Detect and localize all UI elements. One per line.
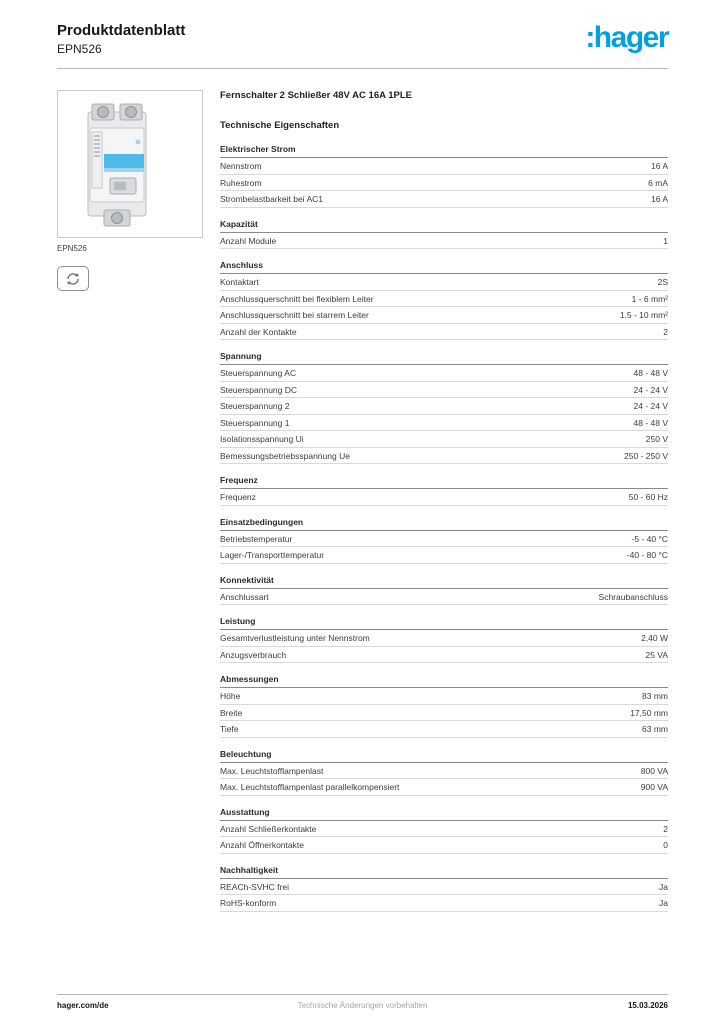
section-heading: Einsatzbedingungen xyxy=(220,517,668,531)
spec-row xyxy=(220,365,668,382)
section-heading: Frequenz xyxy=(220,475,668,489)
row-label: Steuerspannung AC xyxy=(220,368,297,378)
spec-row xyxy=(220,879,668,896)
spec-row xyxy=(220,489,668,506)
row-label: Bemessungsbetriebsspannung Ue xyxy=(220,450,350,461)
row-label: Anschlussart xyxy=(220,591,269,602)
product-code: EPN526 xyxy=(57,42,102,56)
row-value: -40 - 80 °C xyxy=(626,550,668,560)
row-value: 2S xyxy=(657,277,668,287)
row-label: Anzahl der Kontakte xyxy=(220,326,297,337)
row-label: Max. Leuchtstofflampenlast xyxy=(220,765,324,776)
spec-section xyxy=(220,144,668,208)
section-rows xyxy=(220,158,668,208)
section-heading: Konnektivität xyxy=(220,575,668,589)
spec-row xyxy=(220,821,668,838)
spec-row xyxy=(220,837,668,854)
section-heading: Spannung xyxy=(220,351,668,365)
spec-row xyxy=(220,307,668,324)
row-value: 50 - 60 Hz xyxy=(628,492,668,502)
row-label: Strombelastbarkeit bei AC1 xyxy=(220,194,323,204)
row-label: Kontaktart xyxy=(220,277,259,287)
spec-row xyxy=(220,382,668,399)
row-label: Anschlussquerschnitt bei flexiblem Leiter xyxy=(220,293,374,304)
main-content xyxy=(57,90,668,923)
section-rows xyxy=(220,763,668,796)
spec-row xyxy=(220,291,668,308)
row-value: -5 - 40 °C xyxy=(631,533,668,544)
footer-date: 15.03.2026 xyxy=(627,1001,668,1010)
spec-section xyxy=(220,674,668,738)
row-value: 1 xyxy=(663,235,668,246)
row-label: REACh-SVHC frei xyxy=(220,881,289,892)
spec-row xyxy=(220,398,668,415)
row-label: Betriebstemperatur xyxy=(220,533,293,544)
row-label: Nennstrom xyxy=(220,161,262,171)
section-rows xyxy=(220,879,668,912)
spec-row xyxy=(220,630,668,647)
spec-row xyxy=(220,647,668,664)
spec-section xyxy=(220,219,668,250)
row-value: 24 - 24 V xyxy=(633,401,668,411)
spec-row xyxy=(220,415,668,432)
section-rows xyxy=(220,233,668,250)
row-label: Anzugsverbrauch xyxy=(220,649,287,660)
section-heading: Elektrischer Strom xyxy=(220,144,668,158)
spec-row xyxy=(220,589,668,606)
spec-section xyxy=(220,749,668,796)
product-title: Fernschalter 2 Schließer 48V AC 16A 1PLE xyxy=(220,90,413,101)
row-value: 83 mm xyxy=(642,691,668,701)
section-rows xyxy=(220,821,668,854)
recycling-arrows-icon xyxy=(64,272,82,286)
row-label: Tiefe xyxy=(220,724,239,734)
spec-section xyxy=(220,616,668,663)
row-label: Gesamtverlustleistung unter Nennstrom xyxy=(220,633,370,643)
row-value: 24 - 24 V xyxy=(633,384,668,395)
section-heading: Ausstattung xyxy=(220,807,668,821)
row-value: 48 - 48 V xyxy=(633,417,668,428)
spec-row xyxy=(220,274,668,291)
document-title: Produktdatenblatt xyxy=(57,22,186,39)
header-titles xyxy=(57,22,185,56)
hager-logo: :hager xyxy=(585,21,668,54)
spec-row xyxy=(220,721,668,738)
spec-section xyxy=(220,517,668,564)
header xyxy=(57,22,668,69)
spec-row xyxy=(220,324,668,341)
tech-properties-heading: Technische Eigenschaften xyxy=(220,120,340,131)
spec-section xyxy=(220,351,668,464)
row-value: 1.5 - 10 mm² xyxy=(619,310,668,320)
row-value: Schraubanschluss xyxy=(598,591,668,602)
spec-row xyxy=(220,191,668,208)
product-image-caption: EPN526 xyxy=(57,244,87,253)
section-rows xyxy=(220,365,668,464)
row-value: 900 VA xyxy=(640,782,668,792)
section-rows xyxy=(220,630,668,663)
row-label: Ruhestrom xyxy=(220,177,262,188)
right-column xyxy=(220,90,668,923)
row-value: 25 VA xyxy=(645,649,668,660)
section-heading: Beleuchtung xyxy=(220,749,668,763)
product-image xyxy=(70,98,190,230)
row-value: 0 xyxy=(663,840,668,850)
row-value: 16 A xyxy=(650,194,668,204)
row-label: Lager-/Transporttemperatur xyxy=(220,550,325,560)
spec-section xyxy=(220,260,668,340)
row-value: 2 xyxy=(663,823,668,834)
row-value: 1 - 6 mm² xyxy=(631,293,668,304)
row-value: 16 A xyxy=(650,161,668,171)
row-label: Anzahl Module xyxy=(220,235,277,246)
row-value: 17,50 mm xyxy=(630,707,668,718)
spec-row xyxy=(220,448,668,465)
row-label: Anschlussquerschnitt bei starrem Leiter xyxy=(220,310,369,320)
row-value: 48 - 48 V xyxy=(633,368,668,378)
section-heading: Leistung xyxy=(220,616,668,630)
spec-row xyxy=(220,431,668,448)
row-label: Steuerspannung 2 xyxy=(220,401,290,411)
row-value: 2 xyxy=(663,326,668,337)
row-value: 250 V xyxy=(645,434,668,444)
spec-section xyxy=(220,807,668,854)
spec-row xyxy=(220,779,668,796)
spec-section xyxy=(220,475,668,506)
section-rows xyxy=(220,489,668,506)
row-value: Ja xyxy=(659,881,668,892)
spec-row xyxy=(220,158,668,175)
row-value: Ja xyxy=(659,898,668,908)
row-label: Max. Leuchtstofflampenlast parallelkompensiert xyxy=(220,782,400,792)
row-label: Steuerspannung 1 xyxy=(220,417,290,428)
section-heading: Nachhaltigkeit xyxy=(220,865,668,879)
footer xyxy=(57,994,668,1010)
section-rows xyxy=(220,531,668,564)
spec-section xyxy=(220,865,668,912)
spec-row xyxy=(220,688,668,705)
row-label: Anzahl Öffnerkontakte xyxy=(220,840,304,850)
product-image-frame xyxy=(57,90,203,238)
packaging-recycling-icon xyxy=(57,266,89,291)
section-heading: Abmessungen xyxy=(220,674,668,688)
section-rows xyxy=(220,274,668,340)
row-label: Steuerspannung DC xyxy=(220,384,298,395)
row-value: 63 mm xyxy=(642,724,668,734)
row-label: Breite xyxy=(220,707,243,718)
left-column xyxy=(57,90,203,923)
spec-section xyxy=(220,575,668,606)
row-value: 250 - 250 V xyxy=(624,450,668,461)
section-rows xyxy=(220,688,668,738)
row-label: Höhe xyxy=(220,691,241,701)
row-value: 800 VA xyxy=(640,765,668,776)
footer-site-link[interactable]: hager.com/de xyxy=(57,1001,109,1010)
row-value: 6 mA xyxy=(648,177,668,188)
spec-row xyxy=(220,895,668,912)
footer-note: Technische Änderungen vorbehalten xyxy=(297,1001,428,1010)
spec-row xyxy=(220,531,668,548)
spec-row xyxy=(220,763,668,780)
row-label: Isolationsspannung Ui xyxy=(220,434,304,444)
section-heading: Kapazität xyxy=(220,219,668,233)
section-rows xyxy=(220,589,668,606)
spec-row xyxy=(220,547,668,564)
spec-row xyxy=(220,175,668,192)
spec-row xyxy=(220,233,668,250)
row-label: RoHS-konform xyxy=(220,898,277,908)
row-label: Frequenz xyxy=(220,492,256,502)
row-label: Anzahl Schließerkontakte xyxy=(220,823,317,834)
section-heading: Anschluss xyxy=(220,260,668,274)
spec-row xyxy=(220,705,668,722)
sections xyxy=(220,144,668,912)
row-value: 2,40 W xyxy=(641,633,668,643)
